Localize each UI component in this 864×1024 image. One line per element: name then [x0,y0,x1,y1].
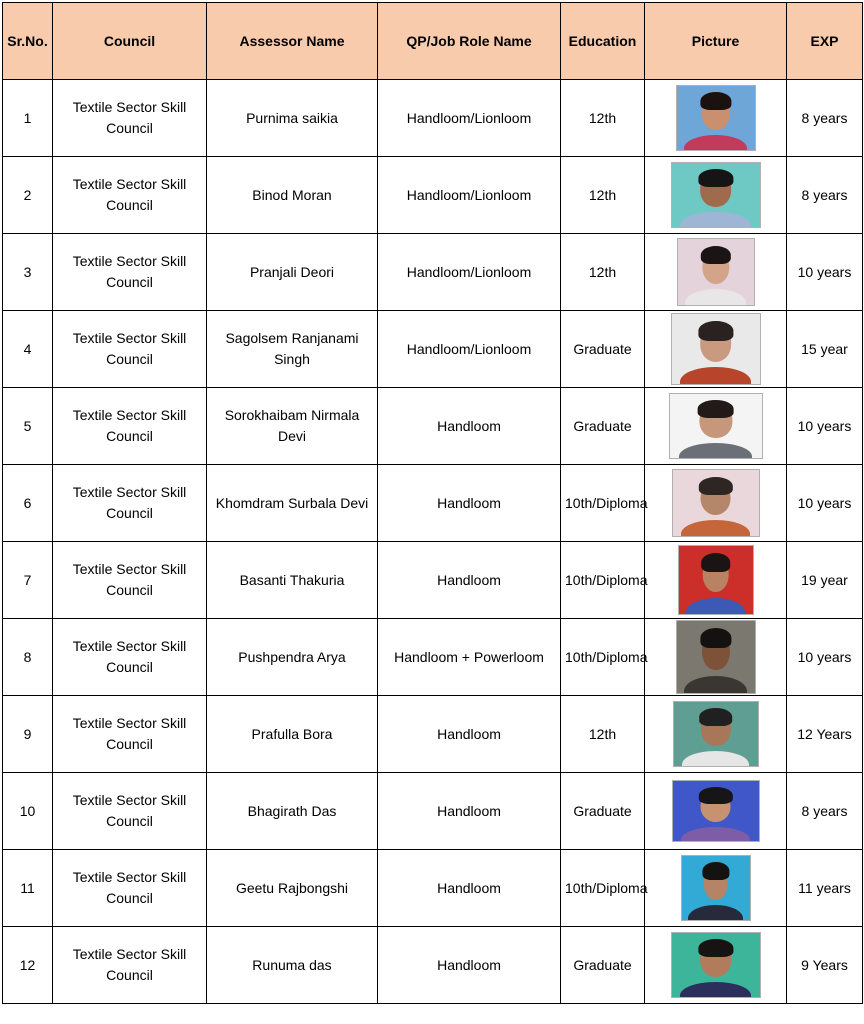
table-row [3,927,863,1004]
table-row [3,80,863,157]
cell-council: Textile Sector Skill Council [53,234,207,311]
table-row [3,850,863,927]
cell-council: Textile Sector Skill Council [53,619,207,696]
cell-exp: 15 year [787,311,863,388]
cell-assessor-name: Sagolsem Ranjanami Singh [207,311,378,388]
cell-exp: 12 Years [787,696,863,773]
cell-education: 12th [561,80,645,157]
cell-sr-no: 9 [3,696,53,773]
cell-picture [645,465,787,542]
cell-sr-no: 5 [3,388,53,465]
cell-assessor-name: Pushpendra Arya [207,619,378,696]
assessor-photo [671,162,761,228]
cell-job-role: Handloom [378,542,561,619]
cell-council: Textile Sector Skill Council [53,157,207,234]
cell-assessor-name: Khomdram Surbala Devi [207,465,378,542]
cell-picture [645,80,787,157]
assessor-photo [681,855,751,921]
table-row [3,311,863,388]
cell-exp: 19 year [787,542,863,619]
cell-sr-no: 10 [3,773,53,850]
cell-exp: 10 years [787,234,863,311]
cell-picture [645,927,787,1004]
cell-education: 12th [561,157,645,234]
assessor-photo [671,313,761,385]
assessor-table [2,2,863,1004]
cell-job-role: Handloom/Lionloom [378,80,561,157]
cell-council: Textile Sector Skill Council [53,927,207,1004]
cell-exp: 11 years [787,850,863,927]
cell-education: Graduate [561,311,645,388]
table-row [3,542,863,619]
table-row [3,773,863,850]
cell-council: Textile Sector Skill Council [53,80,207,157]
assessor-photo [676,85,756,151]
assessor-photo [673,701,759,767]
assessor-photo [672,469,760,537]
assessor-photo [678,545,754,615]
cell-council: Textile Sector Skill Council [53,696,207,773]
cell-council: Textile Sector Skill Council [53,773,207,850]
cell-job-role: Handloom/Lionloom [378,234,561,311]
cell-education: Graduate [561,773,645,850]
table-row [3,234,863,311]
cell-exp: 8 years [787,773,863,850]
cell-assessor-name: Geetu Rajbongshi [207,850,378,927]
cell-exp: 9 Years [787,927,863,1004]
header-education: Education [561,3,645,80]
cell-sr-no: 8 [3,619,53,696]
cell-picture [645,388,787,465]
table-row [3,465,863,542]
cell-sr-no: 7 [3,542,53,619]
header-council: Council [53,3,207,80]
cell-exp: 10 years [787,388,863,465]
cell-sr-no: 2 [3,157,53,234]
cell-job-role: Handloom + Powerloom [378,619,561,696]
cell-education: 12th [561,234,645,311]
cell-assessor-name: Binod Moran [207,157,378,234]
cell-education: 10th/Diploma [561,465,645,542]
assessor-photo [671,932,761,998]
cell-exp: 10 years [787,465,863,542]
cell-assessor-name: Bhagirath Das [207,773,378,850]
cell-assessor-name: Pranjali Deori [207,234,378,311]
assessor-photo [677,238,755,306]
cell-education: 10th/Diploma [561,850,645,927]
cell-exp: 8 years [787,157,863,234]
cell-exp: 8 years [787,80,863,157]
cell-picture [645,157,787,234]
cell-assessor-name: Runuma das [207,927,378,1004]
cell-sr-no: 4 [3,311,53,388]
cell-education: 10th/Diploma [561,619,645,696]
cell-council: Textile Sector Skill Council [53,388,207,465]
cell-council: Textile Sector Skill Council [53,465,207,542]
cell-picture [645,234,787,311]
cell-job-role: Handloom [378,850,561,927]
cell-picture [645,311,787,388]
header-assessor-name: Assessor Name [207,3,378,80]
cell-exp: 10 years [787,619,863,696]
cell-sr-no: 11 [3,850,53,927]
cell-picture [645,542,787,619]
cell-education: Graduate [561,388,645,465]
cell-education: 12th [561,696,645,773]
cell-council: Textile Sector Skill Council [53,850,207,927]
table-row [3,388,863,465]
cell-picture [645,850,787,927]
header-job-role: QP/Job Role Name [378,3,561,80]
assessor-photo [676,620,756,694]
table-row [3,696,863,773]
table-header-row [3,3,863,80]
cell-assessor-name: Basanti Thakuria [207,542,378,619]
cell-picture [645,696,787,773]
header-picture: Picture [645,3,787,80]
cell-picture [645,619,787,696]
cell-sr-no: 3 [3,234,53,311]
cell-assessor-name: Purnima saikia [207,80,378,157]
header-exp: EXP [787,3,863,80]
cell-job-role: Handloom [378,465,561,542]
cell-job-role: Handloom [378,696,561,773]
cell-job-role: Handloom [378,927,561,1004]
cell-education: Graduate [561,927,645,1004]
cell-assessor-name: Sorokhaibam Nirmala Devi [207,388,378,465]
cell-job-role: Handloom/Lionloom [378,157,561,234]
cell-council: Textile Sector Skill Council [53,542,207,619]
assessor-photo [672,780,760,842]
cell-education: 10th/Diploma [561,542,645,619]
table-row [3,619,863,696]
cell-picture [645,773,787,850]
cell-job-role: Handloom [378,773,561,850]
assessor-photo [669,393,763,459]
cell-sr-no: 1 [3,80,53,157]
header-sr-no: Sr.No. [3,3,53,80]
cell-assessor-name: Prafulla Bora [207,696,378,773]
cell-sr-no: 12 [3,927,53,1004]
cell-job-role: Handloom [378,388,561,465]
cell-job-role: Handloom/Lionloom [378,311,561,388]
cell-council: Textile Sector Skill Council [53,311,207,388]
table-row [3,157,863,234]
cell-sr-no: 6 [3,465,53,542]
